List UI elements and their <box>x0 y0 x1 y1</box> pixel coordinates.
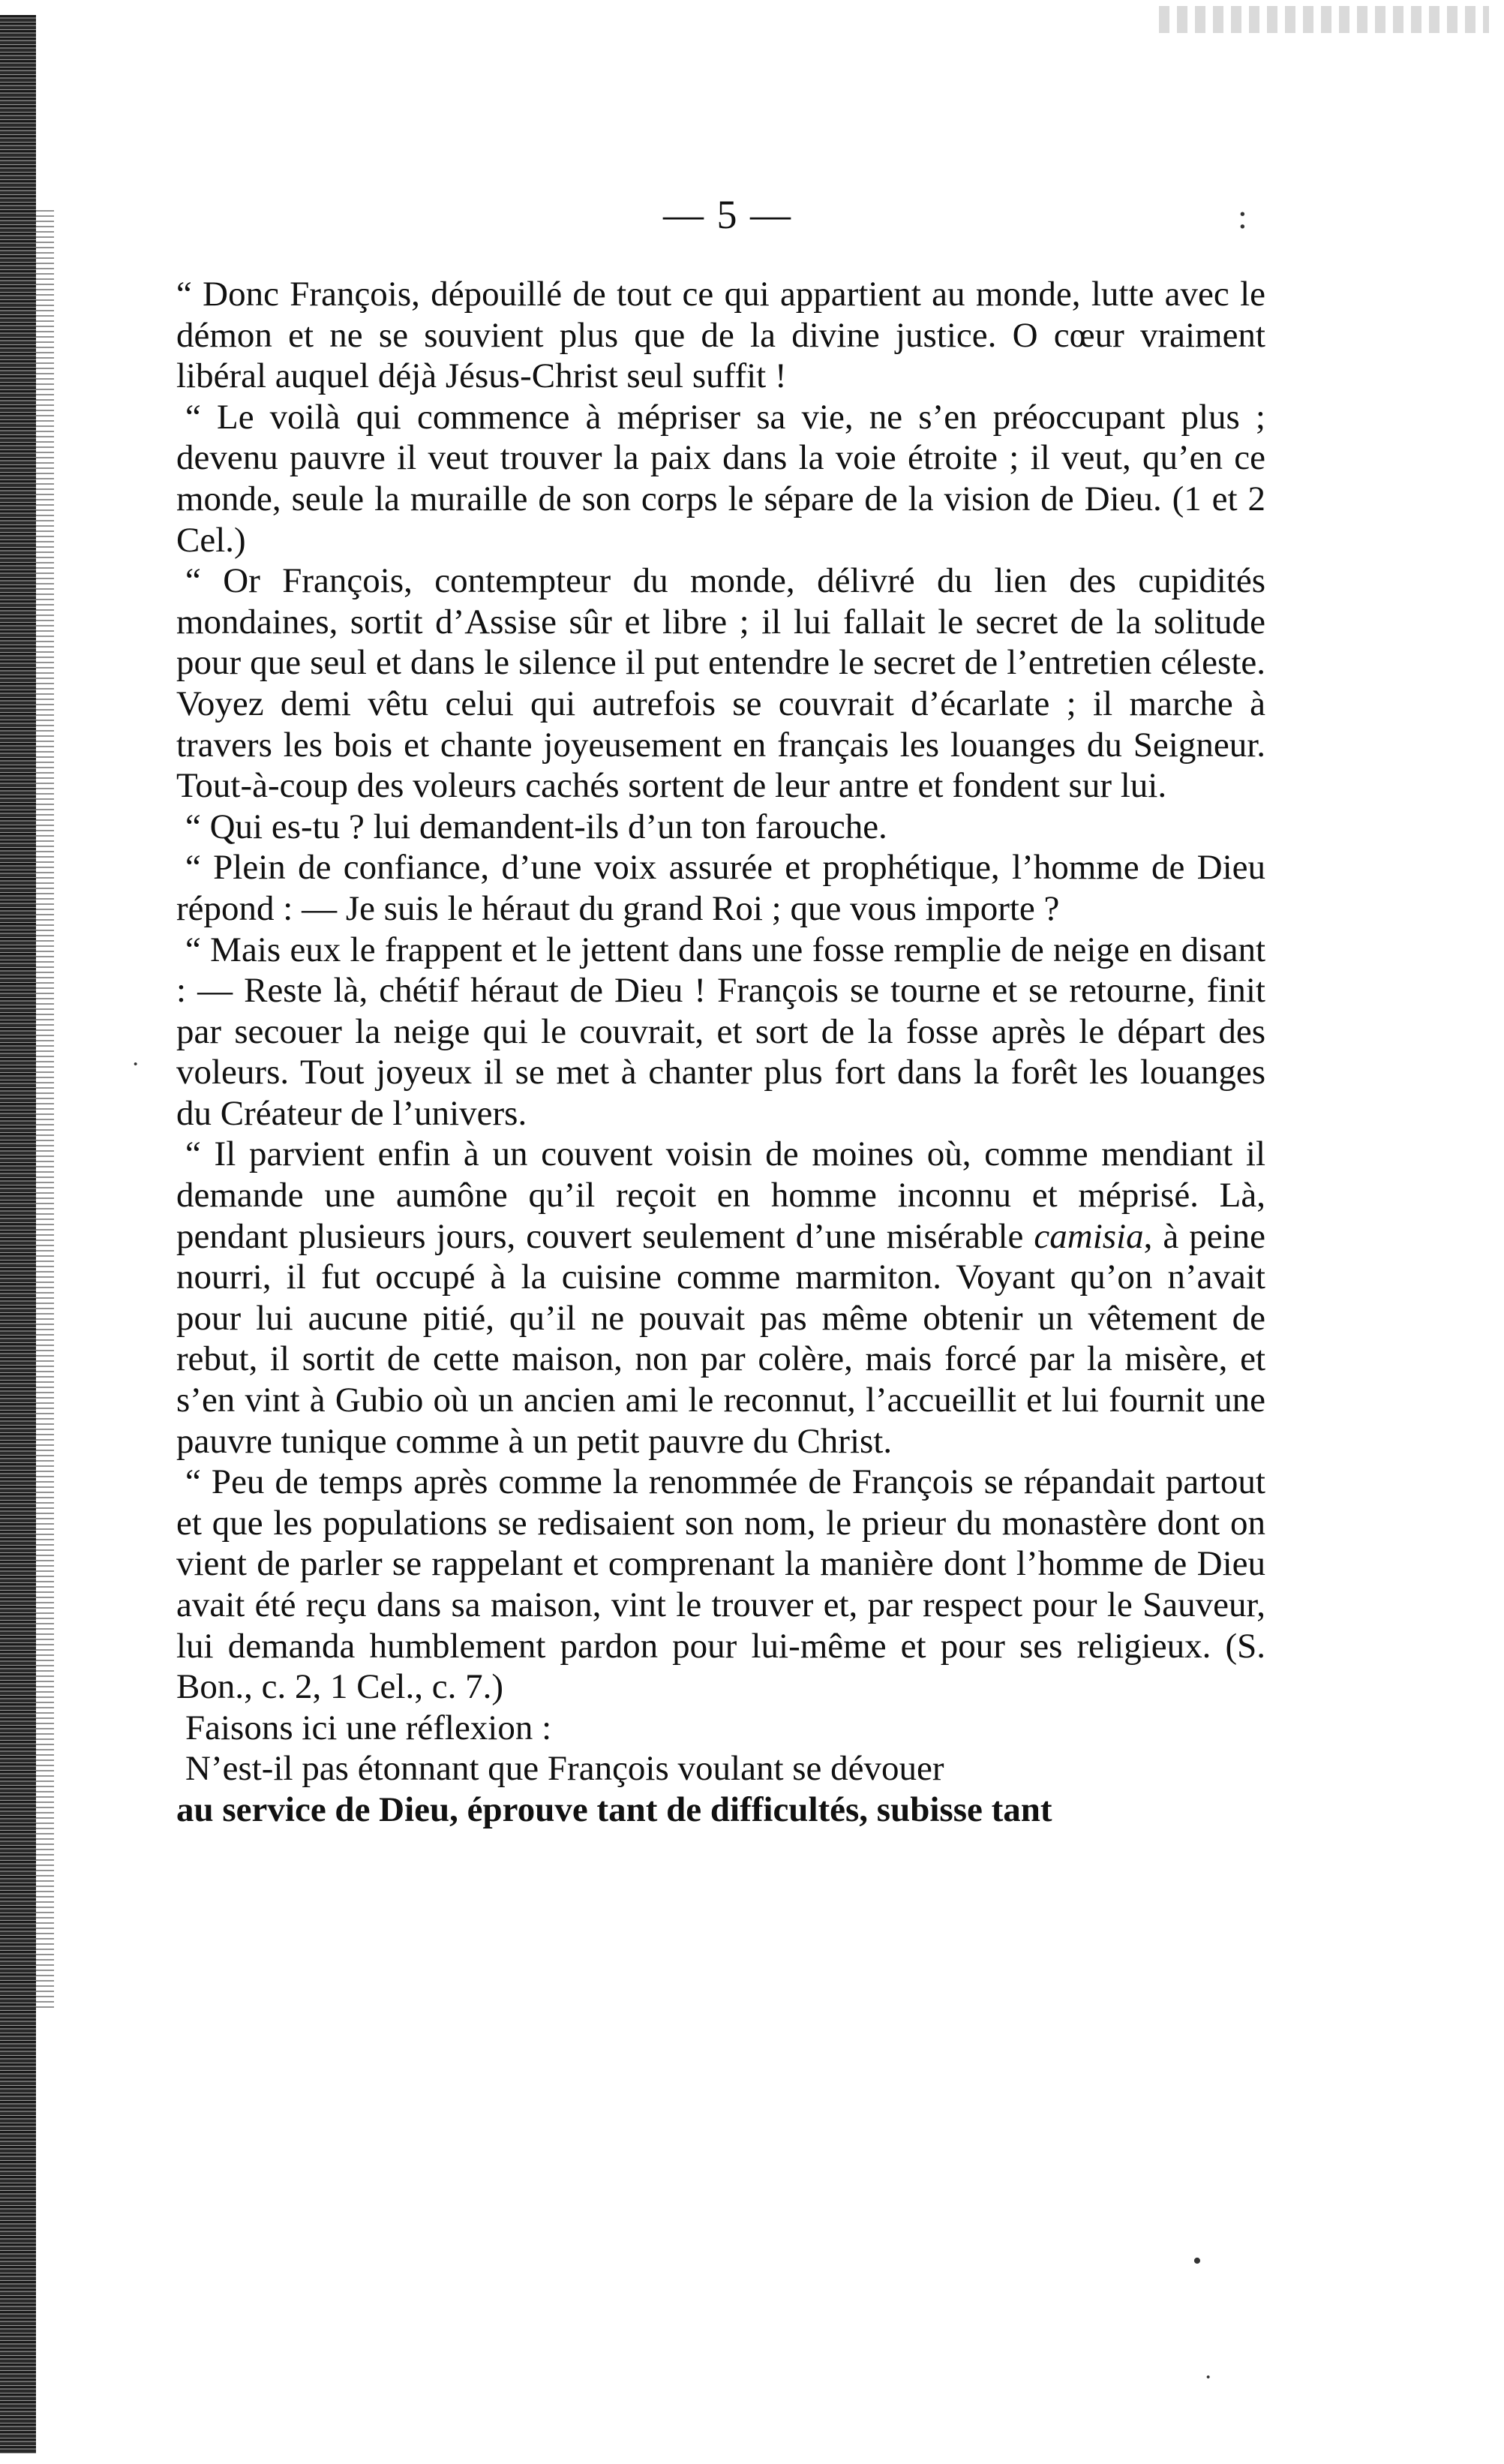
paragraph-5: “ Plein de confiance, d’une voix assurée et prophétique, l’homme de Dieu répond : — Je suis le héraut du grand Roi ; que vous importe ? <box>176 848 1265 928</box>
margin-mark-dot: • <box>1193 2247 1202 2275</box>
body-text <box>176 274 1265 1831</box>
paragraph-3: “ Or François, contempteur du monde, délivré du lien des cupidités mondaines, sortit d’Assise sûr et libre ; il lui fallait le secret de la solitude pour que seul et dans le silence il put entendre le secret de l’entretien céleste. Voyez demi vêtu celui qui autrefois se couvrait d’écarlate ; il marche à travers les bois et chante joyeusement en français les louanges du Seigneur. Tout-à-coup des voleurs cachés sortent de leur antre et fondent sur lui. <box>176 561 1265 806</box>
paragraph-1: “ Donc François, dépouillé de tout ce qui appartient au monde, lutte avec le démon et ne se souvient plus que de la divine justice. O cœur vraiment libéral auquel déjà Jésus-Christ seul suffit ! <box>176 275 1265 396</box>
binding-fray <box>36 210 54 2011</box>
page-number: — 5 — <box>663 192 792 237</box>
paragraph-2: “ Le voilà qui commence à mépriser sa vie, ne s’en préoccupant plus ; devenu pauvre il veut trouver la paix dans la voie étroite ; il veut, qu’en ce monde, seule la muraille de son corps le sépare de la vision de Dieu. (1 et 2 Cel.) <box>176 397 1265 560</box>
paragraph-6: “ Mais eux le frappent et le jettent dans une fosse remplie de neige en disant : — Reste là, chétif héraut de Dieu ! François se tourne et se retourne, finit par secouer la neige qui le couvrait, et sort de la fosse après le départ des voleurs. Tout joyeux il se met à chanter plus fort dans la forêt les louanges du Créateur de l’univers. <box>176 930 1265 1133</box>
margin-mark-bullet: · <box>131 1050 140 1078</box>
paragraph-10: N’est-il pas étonnant que François voulant se dévouer <box>185 1749 944 1789</box>
binding-edge <box>0 15 36 2453</box>
paragraph-9: Faisons ici une réflexion : <box>185 1708 552 1747</box>
italic-word: camisia <box>1034 1216 1144 1256</box>
margin-mark-colon: : <box>1238 197 1247 236</box>
scan-noise <box>1159 6 1489 33</box>
paragraph-7: “ Il parvient enfin à un couvent voisin de moines où, comme mendiant il demande une aumône qu’il reçoit en homme inconnu et méprisé. Là, pendant plusieurs jours, couvert seulement d’une misérable camisia, à peine nourri, il fut occupé à la cuisine comme marmiton. Voyant qu’on n’avait pour lui aucune pitié, qu’il ne pouvait pas même obtenir un vêtement de rebut, il sortit de cette maison, non par colère, mais forcé par la misère, et s’en vint à Gubio où un ancien ami le reconnut, l’accueillit et lui fournit une pauvre tunique comme à un petit pauvre du Christ. <box>176 1134 1266 1461</box>
margin-mark-dot: · <box>1204 2363 1213 2391</box>
paragraph-8: “ Peu de temps après comme la renommée de François se répandait partout et que les populations se redisaient son nom, le prieur du monastère dont on vient de parler se rappelant et comprenant la manière dont l’homme de Dieu avait été reçu dans sa maison, vint le trouver et, par respect pour le Sauveur, lui demanda humblement pardon pour lui-même et pour ses religieux. (S. Bon., c. 2, 1 Cel., c. 7.) <box>176 1462 1265 1707</box>
paragraph-4: “ Qui es-tu ? lui demandent-ils d’un ton farouche. <box>185 807 887 846</box>
final-line: au service de Dieu, éprouve tant de difficultés, subisse tant <box>176 1789 1052 1829</box>
